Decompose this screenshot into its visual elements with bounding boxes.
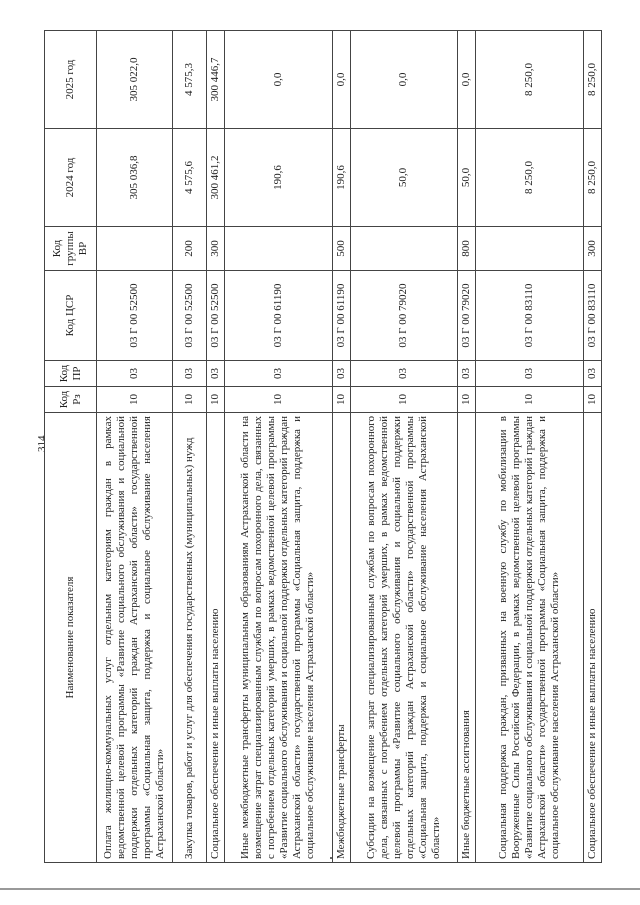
row-2024: 300 461,2 — [206, 129, 224, 227]
row-vr — [476, 227, 584, 271]
table-row — [97, 31, 173, 863]
row-2025: 0,0 — [350, 31, 458, 129]
row-vr: 200 — [173, 227, 207, 271]
row-rz: 10 — [583, 387, 601, 413]
row-rz: 10 — [173, 387, 207, 413]
row-rz: 10 — [206, 387, 224, 413]
row-vr: 800 — [458, 227, 476, 271]
row-pr: 03 — [350, 361, 458, 387]
row-2025: 8 250,0 — [476, 31, 584, 129]
row-pr: 03 — [206, 361, 224, 387]
row-pr: 03 — [476, 361, 584, 387]
row-name: Субсидии на возмещение затрат специализированным службам по вопросам похоронного дела, связанных с погребением отдельных категорий умерших, в рамках ведомственной целевой программы «Развитие социального обслуживания и социальной поддержки отдельных категорий граждан Астраханской области» государственной программы «Социальная защита, поддержка и социальное обслуживание населения Астраханской области» — [350, 413, 458, 863]
page-bottom-edge — [0, 888, 640, 890]
row-rz: 10 — [224, 387, 332, 413]
row-2024: 50,0 — [458, 129, 476, 227]
row-2024: 8 250,0 — [476, 129, 584, 227]
row-csr: 03 Г 00 52500 — [173, 271, 207, 361]
row-csr: 03 Г 00 83110 — [476, 271, 584, 361]
header-csr: Код ЦСР — [45, 271, 97, 361]
row-2025: 0,0 — [458, 31, 476, 129]
row-2024: 4 575,6 — [173, 129, 207, 227]
rotated-table-container — [44, 31, 602, 863]
row-vr: 300 — [583, 227, 601, 271]
row-pr: 03 — [224, 361, 332, 387]
row-name: Социальное обеспечение и иные выплаты населению — [206, 413, 224, 863]
row-vr — [224, 227, 332, 271]
row-rz: 10 — [476, 387, 584, 413]
row-name: Социальное обеспечение и иные выплаты населению — [583, 413, 601, 863]
row-2024: 305 036,8 — [97, 129, 173, 227]
row-vr: 300 — [206, 227, 224, 271]
table-row — [332, 31, 350, 863]
row-name: Межбюджетные трансферты — [332, 413, 350, 863]
row-2025: 300 446,7 — [206, 31, 224, 129]
row-csr: 03 Г 00 52500 — [206, 271, 224, 361]
header-name: Наименование показателя — [45, 413, 97, 863]
row-pr: 03 — [173, 361, 207, 387]
table-row — [458, 31, 476, 863]
row-rz: 10 — [458, 387, 476, 413]
header-row — [45, 31, 97, 863]
row-rz: 10 — [97, 387, 173, 413]
row-name: Закупка товаров, работ и услуг для обеспечения государственных (муниципальных) нужд — [173, 413, 207, 863]
row-csr: 03 Г 00 61190 — [332, 271, 350, 361]
table-row — [476, 31, 584, 863]
row-csr: 03 Г 00 79020 — [350, 271, 458, 361]
table-row — [206, 31, 224, 863]
budget-table — [44, 30, 602, 863]
header-rz: Код Рз — [45, 387, 97, 413]
table-row — [350, 31, 458, 863]
row-2024: 50,0 — [350, 129, 458, 227]
row-name: Оплата жилищно-коммунальных услуг отдельным категориям граждан в рамках ведомственной целевой программы «Развитие социального обслуживания и социальной поддержки отдельных категорий граждан Астраханской области» государственной программы «Социальная защита, поддержка и социальное обслуживание населения Астраханской области» — [97, 413, 173, 863]
row-rz: 10 — [332, 387, 350, 413]
header-2025: 2025 год — [45, 31, 97, 129]
row-name: Иные межбюджетные трансферты муниципальным образованиям Астраханской области на возмещение затрат специализированным службам по вопросам похоронного дела, связанных с погребением отдельных категорий умерших, в рамках ведомственной целевой программы «Развитие социального обслуживания и социальной поддержки отдельных категорий граждан Астраханской области» государственной программы «Социальная защита, поддержка и социальное обслуживание населения Астраханской области» — [224, 413, 332, 863]
row-2025: 0,0 — [224, 31, 332, 129]
row-2025: 8 250,0 — [583, 31, 601, 129]
row-2025: 305 022,0 — [97, 31, 173, 129]
header-pr: Код ПР — [45, 361, 97, 387]
row-2024: 8 250,0 — [583, 129, 601, 227]
row-csr: 03 Г 00 83110 — [583, 271, 601, 361]
row-name: Иные бюджетные ассигнования — [458, 413, 476, 863]
row-csr: 03 Г 00 61190 — [224, 271, 332, 361]
row-2024: 190,6 — [224, 129, 332, 227]
row-2025: 4 575,3 — [173, 31, 207, 129]
row-csr: 03 Г 00 52500 — [97, 271, 173, 361]
header-2024: 2024 год — [45, 129, 97, 227]
table-row — [583, 31, 601, 863]
row-vr: 500 — [332, 227, 350, 271]
row-pr: 03 — [97, 361, 173, 387]
row-pr: 03 — [583, 361, 601, 387]
row-rz: 10 — [350, 387, 458, 413]
scan-speck — [330, 857, 332, 859]
table-row — [224, 31, 332, 863]
row-vr — [350, 227, 458, 271]
page-number: 314 — [36, 435, 48, 452]
table-row — [173, 31, 207, 863]
row-2025: 0,0 — [332, 31, 350, 129]
row-csr: 03 Г 00 79020 — [458, 271, 476, 361]
row-2024: 190,6 — [332, 129, 350, 227]
row-pr: 03 — [332, 361, 350, 387]
header-vr: Код группы ВР — [45, 227, 97, 271]
row-pr: 03 — [458, 361, 476, 387]
row-name: Социальная поддержка граждан, призванных на военную службу по мобилизации в Вооруженные Силы Российской Федерации, в рамках ведомственной целевой программы «Развитие социального обслуживания и социальной поддержки отдельных категорий граждан Астраханской области» государственной программы «Социальная защита, поддержка и социальное обслуживание населения Астраханской области» — [476, 413, 584, 863]
row-vr — [97, 227, 173, 271]
